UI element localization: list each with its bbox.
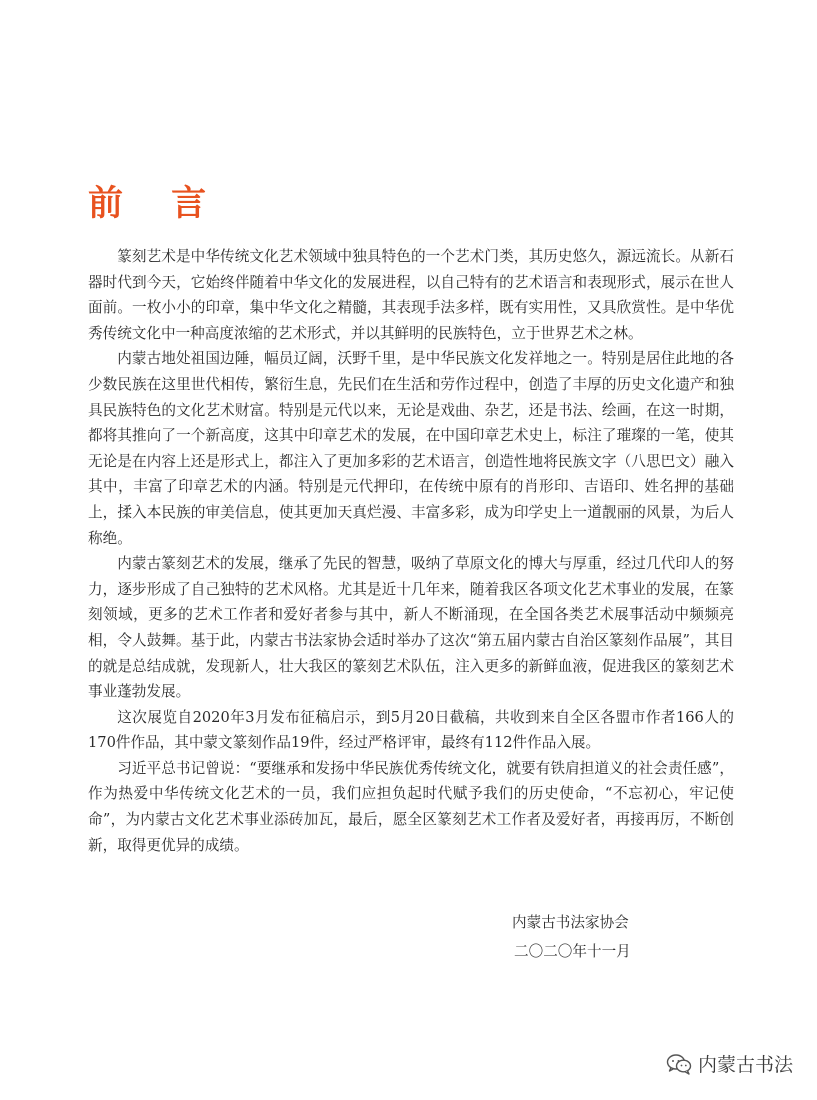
watermark (666, 1050, 793, 1077)
signature-organization: 内蒙古书法家协会 (512, 914, 629, 931)
paragraph-2: 内蒙古地处祖国边陲，幅员辽阔，沃野千里，是中华民族文化发祥地之一。特别是居住此地的各少数民族在这里世代相传，繁衍生息，先民们在生活和劳作过程中，创造了丰厚的历史文化遗产和独具民族特色的文化艺术财富。特别是元代以来，无论是戏曲、杂艺，还是书法、绘画，在这一时期，都将其推向了一个新高度，这其中印章艺术的发展，在中国印章艺术史上，标注了璀璨的一笔，使其无论是在内容上还是形式上，都注入了更加多彩的艺术语言，创造性地将民族文字（八思巴文）融入其中，丰富了印章艺术的内涵。特别是元代押印，在传统中原有的肖形印、吉语印、姓名押的基础上，揉入本民族的审美信息，使其更加天真烂漫、丰富多彩，成为印学史上一道靓丽的风景，为后人称绝。 (88, 350, 734, 547)
paragraph-5: 习近平总书记曾说：“要继承和发扬中华民族优秀传统文化，就要有铁肩担道义的社会责任感”，作为热爱中华传统文化艺术的一员，我们应担负起时代赋予我们的历史使命，“不忘初心，牢记使命”，为内蒙古文化艺术事业添砖加瓦，最后，愿全区篆刻艺术工作者及爱好者，再接再厉，不断创新，取得更优异的成绩。 (88, 759, 734, 854)
preface-body (88, 244, 734, 858)
paragraph-3: 内蒙古篆刻艺术的发展，继承了先民的智慧，吸纳了草原文化的博大与厚重，经过几代印人的努力，逐步形成了自己独特的艺术风格。尤其是近十几年来，随着我区各项文化艺术事业的发展，在篆刻领域，更多的艺术工作者和爱好者参与其中，新人不断涌现，在全国各类艺术展事活动中频频亮相，令人鼓舞。基于此，内蒙古书法家协会适时举办了这次“第五届内蒙古自治区篆刻作品展”，其目的就是总结成就，发现新人，壮大我区的篆刻艺术队伍，注入更多的新鲜血液，促进我区的篆刻艺术事业蓬勃发展。 (88, 555, 734, 701)
wechat-icon (666, 1053, 692, 1075)
paragraph-4: 这次展览自2020年3月发布征稿启示，到5月20日截稿，共收到来自全区各盟市作者166人的170件作品，其中蒙文篆刻作品19件，经过严格评审，最终有112件作品入展。 (88, 708, 734, 752)
signature-block (512, 908, 631, 966)
paragraph-1: 篆刻艺术是中华传统文化艺术领域中独具特色的一个艺术门类，其历史悠久，源远流长。从新石器时代到今天，它始终伴随着中华文化的发展进程，以自己特有的艺术语言和表现形式，展示在世人面前。一枚小小的印章，集中华文化之精髓，其表现手法多样，既有实用性，又具欣赏性。是中华优秀传统文化中一种高度浓缩的艺术形式，并以其鲜明的民族特色，立于世界艺术之林。 (88, 248, 734, 342)
watermark-text: 内蒙古书法 (697, 1054, 793, 1076)
page-title: 前 言 (88, 184, 225, 224)
signature-date: 二〇二〇年十一月 (514, 943, 631, 960)
